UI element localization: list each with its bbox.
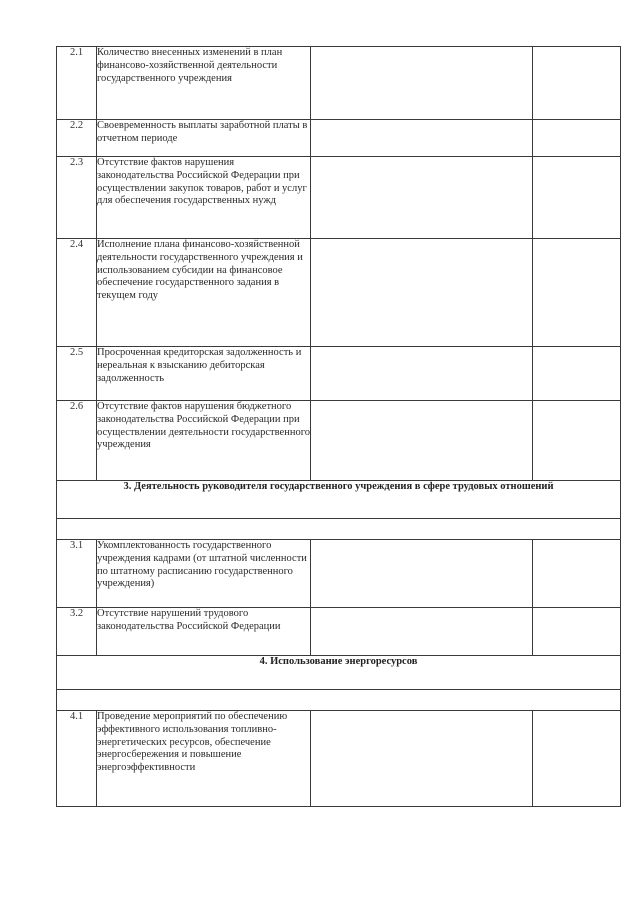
value-cell bbox=[311, 347, 533, 401]
spacer-row bbox=[57, 519, 621, 540]
score-cell bbox=[533, 347, 621, 401]
indicator-text: Отсутствие фактов нарушения бюджетного законодательства Российской Федерации при осуществлении деятельности государственного учреждения bbox=[97, 401, 311, 481]
score-cell bbox=[533, 711, 621, 807]
table-row bbox=[57, 157, 621, 239]
score-cell bbox=[533, 47, 621, 120]
value-cell bbox=[311, 157, 533, 239]
score-cell bbox=[533, 120, 621, 157]
score-cell bbox=[533, 239, 621, 347]
score-cell bbox=[533, 401, 621, 481]
row-number: 2.5 bbox=[57, 347, 97, 401]
row-number: 3.1 bbox=[57, 540, 97, 608]
table-row bbox=[57, 540, 621, 608]
value-cell bbox=[311, 120, 533, 157]
value-cell bbox=[311, 239, 533, 347]
row-number: 2.4 bbox=[57, 239, 97, 347]
row-number: 2.3 bbox=[57, 157, 97, 239]
table-row bbox=[57, 711, 621, 807]
section-heading-row bbox=[57, 656, 621, 690]
indicator-text: Проведение мероприятий по обеспечению эффективного использования топливно-энергетических ресурсов, обеспечение энергосбережения и повышение энергоэффективности bbox=[97, 711, 311, 807]
value-cell bbox=[311, 401, 533, 481]
row-number: 4.1 bbox=[57, 711, 97, 807]
table-row bbox=[57, 347, 621, 401]
section-title: 4. Использование энергоресурсов bbox=[57, 656, 621, 690]
table-row bbox=[57, 608, 621, 656]
indicator-text: Отсутствие фактов нарушения законодательства Российской Федерации при осуществлении закупок товаров, работ и услуг для обеспечения государственных нужд bbox=[97, 157, 311, 239]
indicator-text: Отсутствие нарушений трудового законодательства Российской Федерации bbox=[97, 608, 311, 656]
score-cell bbox=[533, 540, 621, 608]
score-cell bbox=[533, 157, 621, 239]
indicator-text: Своевременность выплаты заработной платы в отчетном периоде bbox=[97, 120, 311, 157]
indicator-text: Укомплектованность государственного учреждения кадрами (от штатной численности по штатному расписанию государственного учреждения) bbox=[97, 540, 311, 608]
value-cell bbox=[311, 608, 533, 656]
criteria-table bbox=[56, 46, 621, 807]
value-cell bbox=[311, 711, 533, 807]
row-number: 2.6 bbox=[57, 401, 97, 481]
row-number: 3.2 bbox=[57, 608, 97, 656]
table-row bbox=[57, 120, 621, 157]
score-cell bbox=[533, 608, 621, 656]
spacer-row bbox=[57, 690, 621, 711]
table-row bbox=[57, 239, 621, 347]
row-number: 2.2 bbox=[57, 120, 97, 157]
value-cell bbox=[311, 47, 533, 120]
row-number: 2.1 bbox=[57, 47, 97, 120]
table-row bbox=[57, 401, 621, 481]
indicator-text: Количество внесенных изменений в план финансово-хозяйственной деятельности государственного учреждения bbox=[97, 47, 311, 120]
table-row bbox=[57, 47, 621, 120]
value-cell bbox=[311, 540, 533, 608]
section-heading-row bbox=[57, 481, 621, 519]
indicator-text: Исполнение плана финансово-хозяйственной деятельности государственного учреждения и использованием субсидии на финансовое обеспечение государственного задания в текущем году bbox=[97, 239, 311, 347]
section-title: 3. Деятельность руководителя государственного учреждения в сфере трудовых отношений bbox=[57, 481, 621, 519]
indicator-text: Просроченная кредиторская задолженность и нереальная к взысканию дебиторская задолженность bbox=[97, 347, 311, 401]
